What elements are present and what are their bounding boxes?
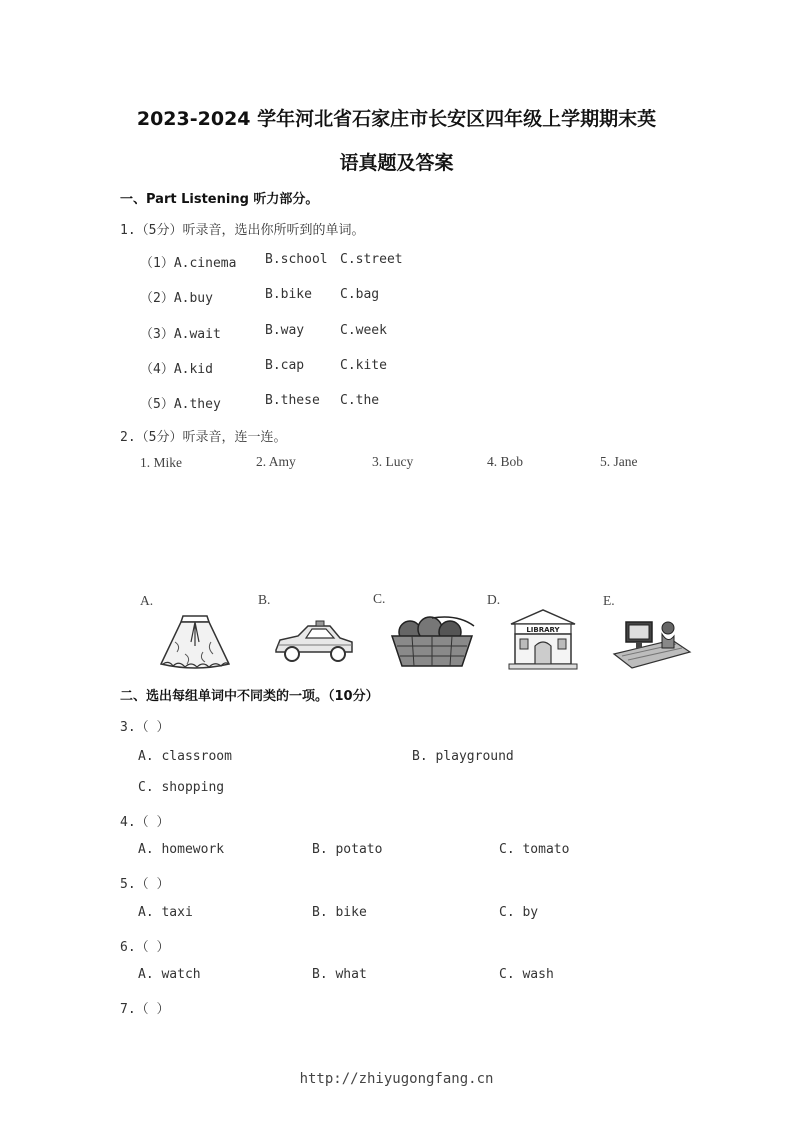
q1-item2-a: （2）A.buy [140,291,213,306]
library-icon [505,606,581,670]
q6-option-b: B. what [312,967,367,982]
q4-number: 4.（ ） [120,815,170,830]
q2-name-lucy: 3. Lucy [372,454,414,469]
q1-stem: 1.（5分）听录音，选出你所听到的单词。 [120,223,365,238]
section1-heading: 一、Part Listening 听力部分。 [120,192,319,207]
q1-item1-c: C.street [340,252,403,267]
q6-option-a: A. watch [138,967,201,982]
q2-letter-a: A. [140,593,154,608]
q2-name-amy: 2. Amy [256,454,296,469]
skirt-icon [155,612,235,672]
library-sign-text: LIBRARY [526,626,560,634]
q1-item1-a: （1）A.cinema [140,256,237,271]
q1-item2-c: C.bag [340,287,380,302]
q3-option-a: A. classroom [138,749,232,764]
q3-option-c: C. shopping [138,780,225,795]
q6-number: 6.（ ） [120,940,170,955]
q6-option-c: C. wash [499,967,554,982]
q1-item3-c: C.week [340,323,387,338]
doc-title-line2: 语真题及答案 [339,152,454,174]
footer-url-link[interactable]: http://zhiyugongfang.cn [299,1071,494,1087]
doc-title-line1: 2023-2024 学年河北省石家庄市长安区四年级上学期期末英 [136,108,657,130]
q4-option-a: A. homework [138,842,225,857]
q2-letter-e: E. [603,593,615,608]
q1-item5-a: （5）A.they [140,397,221,412]
q5-option-b: B. bike [312,905,367,920]
q2-letter-d: D. [487,592,501,607]
q1-item2-b: B.bike [265,287,312,302]
fruit-basket-icon [388,612,476,668]
q3-option-b: B. playground [412,749,514,764]
q2-letter-c: C. [373,591,386,606]
q1-item3-b: B.way [265,323,305,338]
q1-item4-a: （4）A.kid [140,362,213,377]
computer-desk-icon [612,614,692,670]
q2-name-mike: 1. Mike [140,455,182,470]
q1-item4-b: B.cap [265,358,305,373]
q7-number: 7.（ ） [120,1002,170,1017]
q2-name-jane: 5. Jane [600,454,638,469]
section2-heading: 二、选出每组单词中不同类的一项。（10分） [120,689,379,704]
q1-item5-c: C.the [340,393,380,408]
q4-option-b: B. potato [312,842,383,857]
q1-item3-a: （3）A.wait [140,327,221,342]
q2-stem: 2.（5分）听录音，连一连。 [120,430,287,445]
q2-name-bob: 4. Bob [487,454,524,469]
q1-item4-c: C.kite [340,358,387,373]
q5-option-c: C. by [499,905,539,920]
q3-number: 3.（ ） [120,720,170,735]
q1-item5-b: B.these [265,393,320,408]
q1-item1-b: B.school [265,252,328,267]
q5-number: 5.（ ） [120,877,170,892]
q5-option-a: A. taxi [138,905,193,920]
q4-option-c: C. tomato [499,842,570,857]
q2-letter-b: B. [258,592,271,607]
car-icon [272,620,356,666]
